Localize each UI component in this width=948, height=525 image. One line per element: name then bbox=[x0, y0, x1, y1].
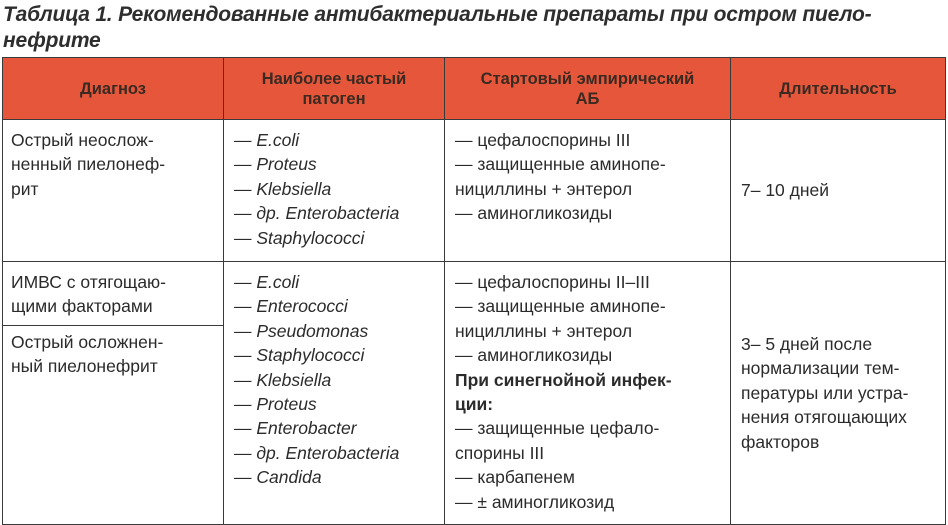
table-row bbox=[3, 262, 946, 525]
header-pathogen: Наиболее частый патоген bbox=[224, 58, 445, 120]
table-caption bbox=[3, 2, 943, 54]
cell-diagnosis bbox=[3, 262, 224, 525]
header-duration: Длительность bbox=[731, 58, 946, 120]
header-antibiotic: Стартовый эмпирический АБ bbox=[445, 58, 731, 120]
cell-antibiotics: — цефалоспорины III — защищенные аминопе- нициллины + энтерол — аминогликозиды bbox=[445, 120, 731, 262]
header-row bbox=[3, 58, 946, 120]
cell-pathogens: — E.coli — Enterococci — Pseudomonas — Staphylococci — Klebsiella — Proteus — Enterobacter — др. Enterobacteria — Candida bbox=[224, 262, 445, 525]
cell-diagnosis: Острый неослож- ненный пиелонеф- рит bbox=[3, 120, 224, 262]
cell-pathogens: — E.coli — Proteus — Klebsiella — др. Enterobacteria — Staphylococci bbox=[224, 120, 445, 262]
table-row bbox=[3, 120, 946, 262]
antibiotics-table bbox=[2, 57, 946, 525]
caption-line: Таблица 1. Рекомендованные антибактериальные препараты при остром пиело- bbox=[3, 3, 872, 26]
cell-duration: 7– 10 дней bbox=[731, 120, 946, 262]
diagnosis-imvs: ИМВС с отягощаю- щими факторами bbox=[3, 262, 223, 326]
cell-antibiotics: — цефалоспорины II–III — защищенные аминопе- нициллины + энтерол — аминогликозиды При синегнойной инфек- ции: — защищенные цефало- спорины III — карбапенем — ± аминогликозид bbox=[445, 262, 731, 525]
header-diagnosis: Диагноз bbox=[3, 58, 224, 120]
cell-duration: 3– 5 дней после нормализации тем- пературы или устра- нения отягощающих факторов bbox=[731, 262, 946, 525]
diagnosis-complicated: Острый осложнен- ный пиелонефрит bbox=[11, 332, 164, 377]
caption-line: нефрите bbox=[3, 29, 101, 52]
